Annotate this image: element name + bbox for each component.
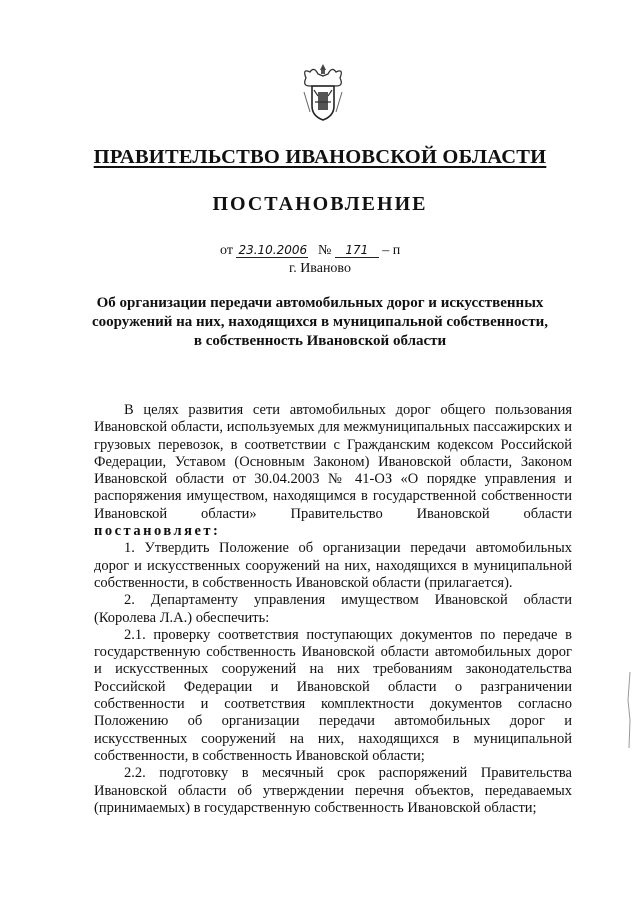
preamble-paragraph (94, 402, 572, 540)
margin-pencil-mark (624, 670, 634, 750)
number-suffix: – п (382, 243, 401, 258)
document-type: ПОСТАНОВЛЕНИЕ (212, 193, 428, 215)
item-paragraph: 2. Департаменту управления имуществом Ивановской области (Королева Л.А.) обеспечить: (94, 592, 572, 626)
handwritten-number: 171 (335, 243, 379, 258)
dateline (220, 243, 400, 259)
item-paragraph: 2.1. проверку соответствия поступающих документов по передаче в государственную собственность Ивановской области автомобильных дорог и искусственных сооружений на них требованиям законодательства Российской Федерации и Ивановской области о разграничении собственности и соответствия комплектности документов согласно Положению об организации передачи автомобильных дорог и искусственных сооружений на них, находящихся в муниципальной собственности, в собственность Ивановской области; (94, 626, 572, 764)
handwritten-date: 23.10.2006 (238, 243, 308, 257)
document-body (94, 402, 572, 817)
coat-of-arms-icon (300, 62, 346, 124)
government-title: ПРАВИТЕЛЬСТВО ИВАНОВСКОЙ ОБЛАСТИ (93, 146, 547, 168)
city: г. Иваново (289, 261, 351, 276)
item-paragraph: 1. Утвердить Положение об организации передачи автомобильных дорог и искусственных сооружений на них, находящихся в муниципальной собственности, в собственность Ивановской области (прилагается). (94, 540, 572, 591)
decree-word: постановляет: (94, 523, 221, 540)
preamble-text: В целях развития сети автомобильных дорог общего пользования Ивановской области, используемых для межмуниципальных пассажирских и грузовых перевозок, в соответствии с Гражданским кодексом Российской Федерации, Уставом (Основным Законом) Ивановской области, Законом Ивановской области от 30.04.2003 № 41-ОЗ «О порядке управления и распоряжения имуществом, находящимся в государственной собственности Ивановской области» Правительство Ивановской области (94, 402, 572, 522)
document-subject: Об организации передачи автомобильных дорог и искусственных сооружений на них, находящихся в муниципальной собственности, в собственность Ивановской области (92, 295, 548, 349)
number-label: № (317, 243, 332, 258)
from-label: от (220, 243, 233, 258)
item-paragraph: 2.2. подготовку в месячный срок распоряжений Правительства Ивановской области об утверждении перечня объектов, передаваемых (принимаемых) в государственную собственность Ивановской области; (94, 765, 572, 816)
